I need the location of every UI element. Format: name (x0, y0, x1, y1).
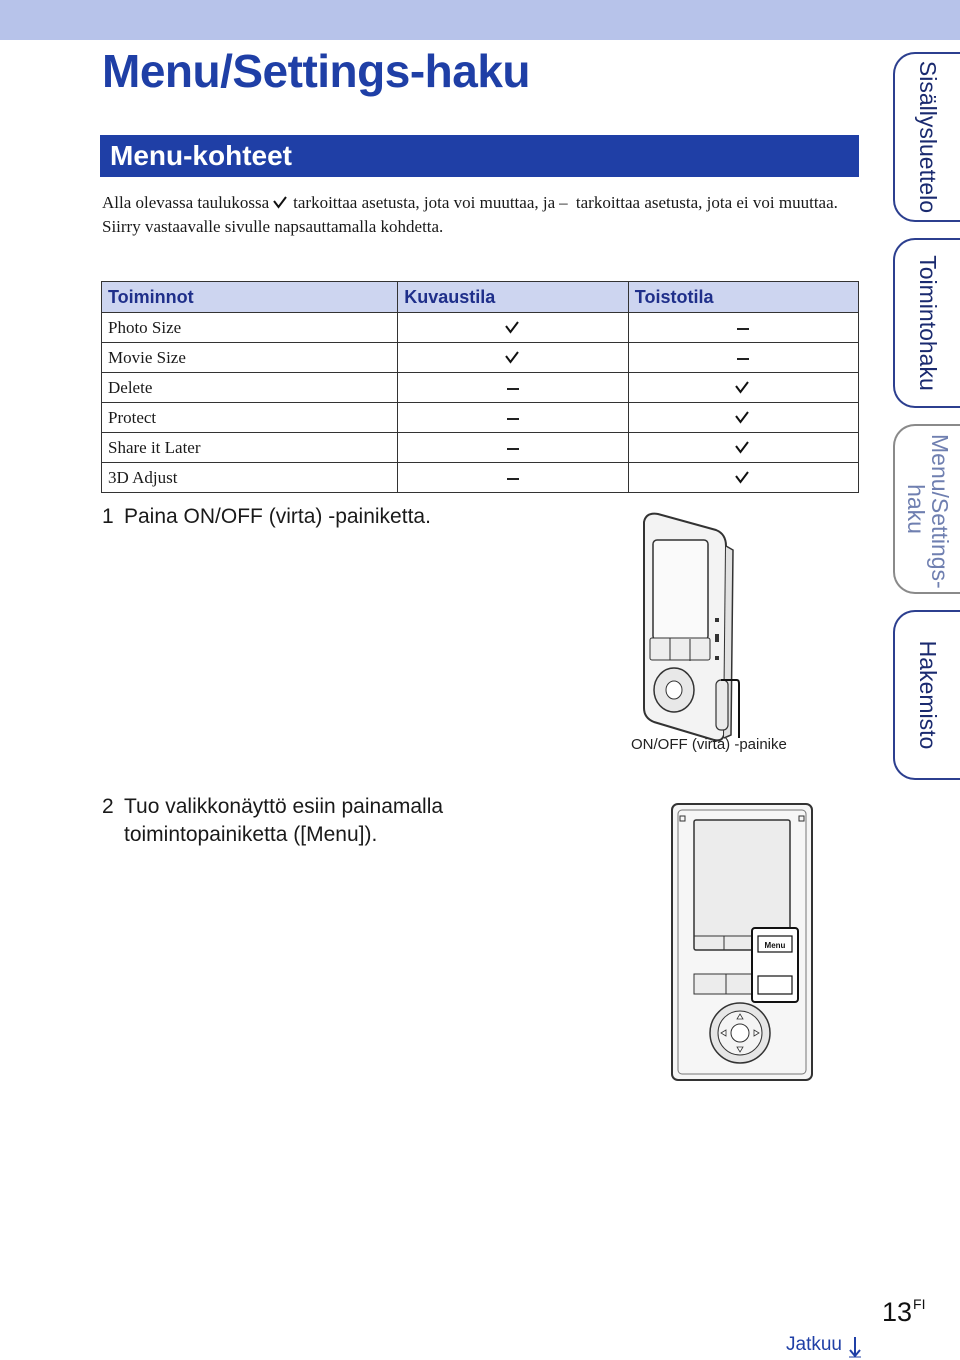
intro-text (102, 191, 854, 239)
arrow-down-icon (848, 1336, 862, 1358)
settings-table (101, 281, 859, 493)
playback-mode-cell (628, 403, 858, 433)
setting-name[interactable]: Protect (102, 403, 398, 433)
table-row[interactable] (102, 463, 859, 493)
check-icon (505, 350, 519, 364)
callout-line (715, 676, 745, 738)
camera-front-illustration (668, 800, 816, 1084)
side-tab-contents-label: Sisällysluettelo (914, 60, 941, 214)
setting-name[interactable]: Delete (102, 373, 398, 403)
side-tab-menu-settings-label: Menu/Settings-haku (902, 434, 953, 589)
menu-button-label: Menu (764, 941, 786, 950)
check-icon (735, 380, 749, 394)
intro-line-2: Siirry vastaavalle sivulle napsauttamalla kohdetta. (102, 217, 444, 236)
dash-icon (737, 358, 749, 360)
step-1-number: 1 (102, 505, 114, 528)
step-1-text: Paina ON/OFF (virta) -painiketta. (124, 505, 431, 528)
step-2-text: Tuo valikkonäyttö esiin painamalla toimintopainiketta ([Menu]). (124, 795, 444, 846)
step-2 (102, 793, 542, 853)
shooting-mode-cell (398, 373, 629, 403)
check-icon (735, 440, 749, 454)
shooting-mode-cell (398, 463, 629, 493)
table-row[interactable] (102, 313, 859, 343)
side-tab-function-search-label: Toimintohaku (914, 255, 941, 391)
shooting-mode-cell (398, 313, 629, 343)
page-title: Menu/Settings-haku (102, 45, 531, 97)
table-header-shooting-mode: Kuvaustila (398, 282, 629, 313)
camera-buttons-row (650, 638, 710, 660)
intro-text-part-b: tarkoittaa asetusta, jota voi muuttaa, ja (293, 193, 556, 212)
section-heading: Menu-kohteet (100, 135, 859, 177)
check-icon (735, 470, 749, 484)
shooting-mode-cell (398, 403, 629, 433)
step-1 (102, 503, 542, 533)
table-header-row (102, 282, 859, 313)
dash-icon (507, 388, 519, 390)
side-tab-function-search[interactable] (893, 238, 960, 408)
page-language: FI (913, 1296, 926, 1312)
top-band (0, 0, 960, 40)
camera-screen (653, 540, 708, 640)
dash-icon (507, 478, 519, 480)
intro-text-part-a: Alla olevassa taulukossa (102, 193, 270, 212)
dash-icon (507, 448, 519, 450)
dash-icon (737, 328, 749, 330)
table-header-playback-mode: Toistotila (628, 282, 858, 313)
table-row[interactable] (102, 433, 859, 463)
playback-mode-cell (628, 313, 858, 343)
table-row[interactable] (102, 373, 859, 403)
check-icon (273, 195, 287, 209)
table-row[interactable] (102, 343, 859, 373)
setting-name[interactable]: 3D Adjust (102, 463, 398, 493)
table-row[interactable] (102, 403, 859, 433)
intro-text-part-c: tarkoittaa asetusta, jota ei voi muuttaa. (575, 193, 838, 212)
side-tab-menu-settings[interactable] (893, 424, 960, 594)
playback-mode-cell (628, 343, 858, 373)
playback-mode-cell (628, 433, 858, 463)
intro-line-1 (102, 191, 854, 215)
page-number (882, 1296, 926, 1328)
power-button-callout: ON/OFF (virta) -painike (631, 736, 787, 753)
playback-mode-cell (628, 373, 858, 403)
setting-name[interactable]: Movie Size (102, 343, 398, 373)
step-2-number: 2 (102, 795, 114, 818)
side-tab-index[interactable] (893, 610, 960, 780)
check-icon (735, 410, 749, 424)
page-number-value: 13 (882, 1297, 913, 1327)
setting-name[interactable]: Share it Later (102, 433, 398, 463)
shooting-mode-cell (398, 433, 629, 463)
check-icon (505, 320, 519, 334)
playback-mode-cell (628, 463, 858, 493)
side-tab-index-label: Hakemisto (914, 640, 941, 750)
setting-name[interactable]: Photo Size (102, 313, 398, 343)
dash-icon (507, 418, 519, 420)
table-header-functions: Toiminnot (102, 282, 398, 313)
side-tab-contents[interactable] (893, 52, 960, 222)
continue-link[interactable]: Jatkuu (786, 1334, 842, 1355)
shooting-mode-cell (398, 343, 629, 373)
dash-icon: – (559, 193, 568, 212)
